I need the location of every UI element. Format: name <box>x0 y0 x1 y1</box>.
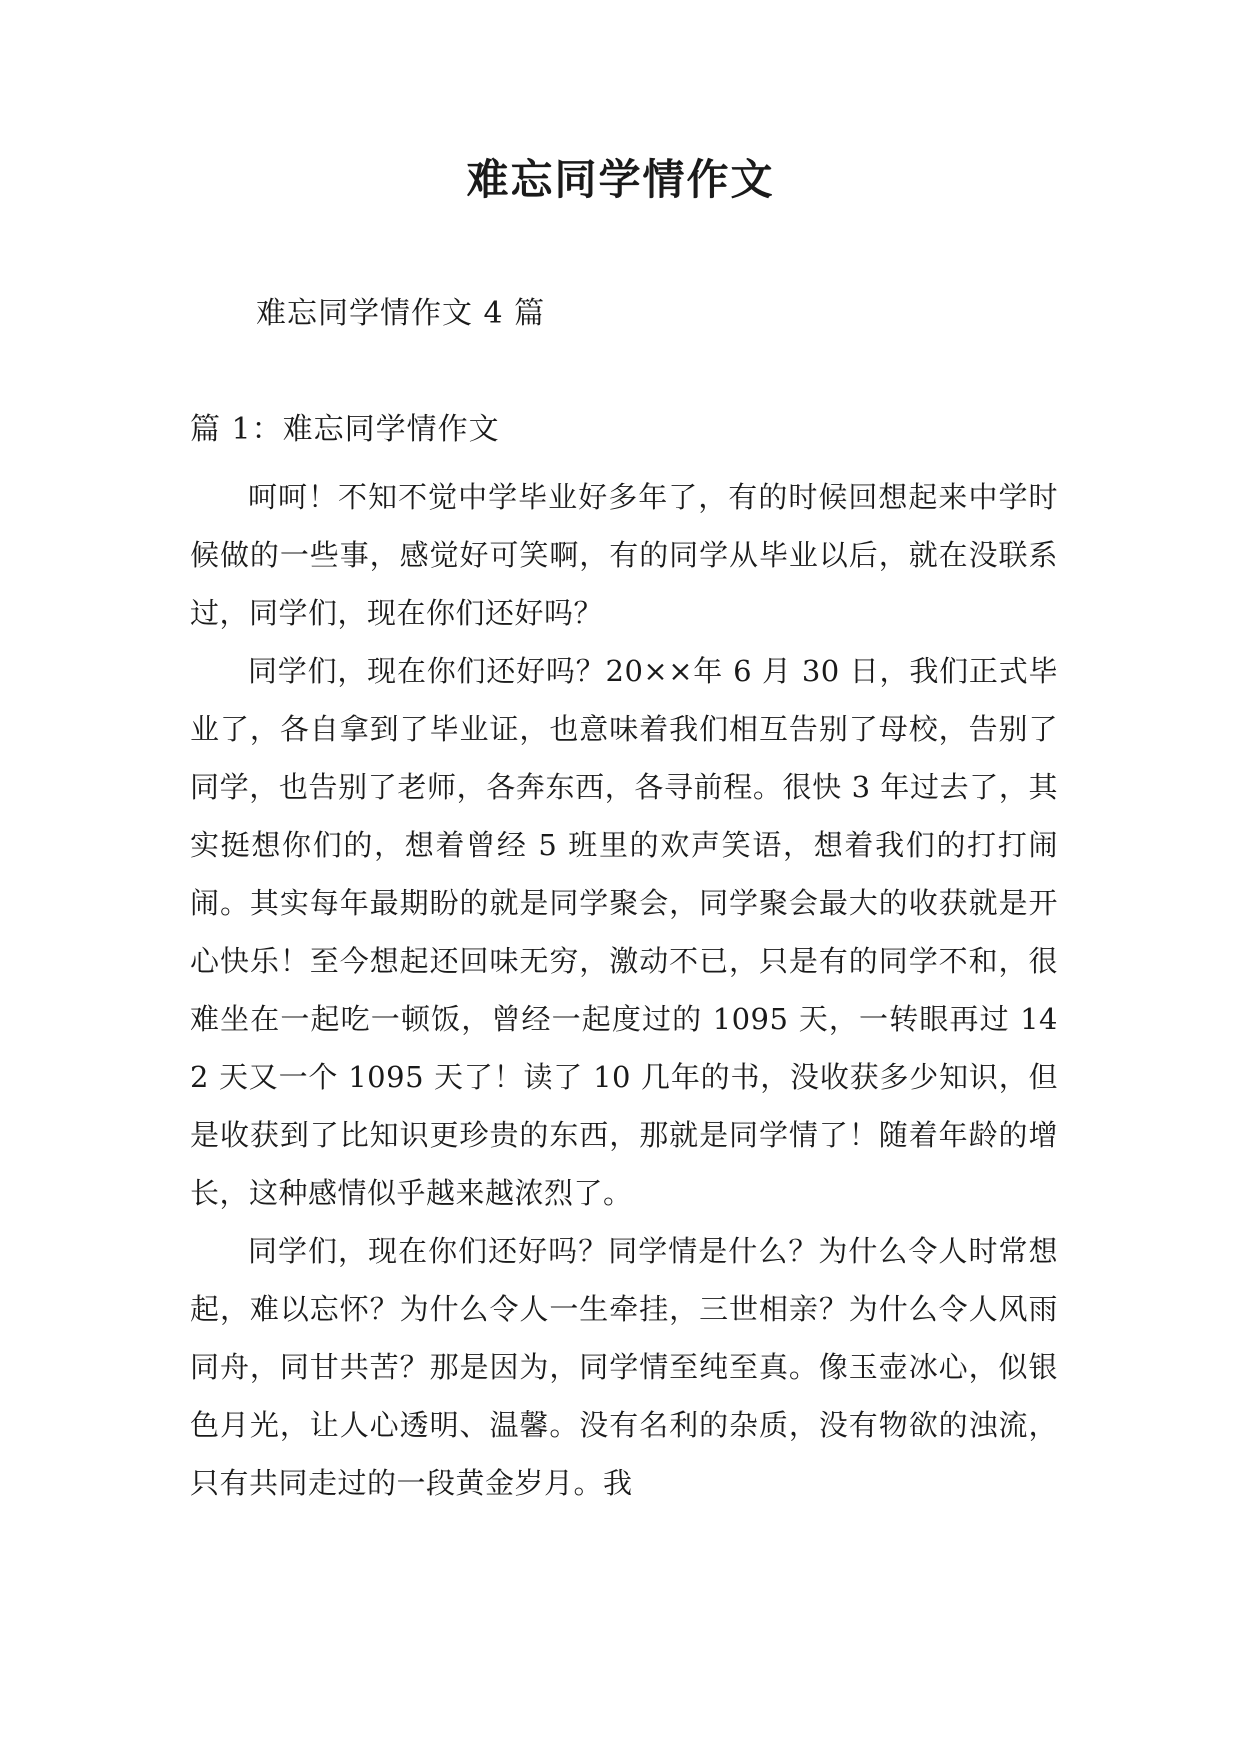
document-title: 难忘同学情作文 <box>466 155 775 204</box>
paragraph-2: 同学们，现在你们还好吗？20××年 6 月 30 日，我们正式毕业了，各自拿到了毕业证，也意味着我们相互告别了母校，告别了同学，也告别了老师，各奔东西，各寻前程。很快 3 年过去了，其实挺想你们的，想着曾经 5 班里的欢声笑语，想着我们的打打闹闹。其实每年最期盼的就是同学聚会，同学聚会最大的收获就是开心快乐！至今想起还回味无穷，激动不已，只是有的同学不和，很难坐在一起吃一顿饭，曾经一起度过的 1095 天，一转眼再过 142 天又一个 1095 天了！读了 10 几年的书，没收获多少知识，但是收获到了比知识更珍贵的东西，那就是同学情了！随着年龄的增长，这种感情似乎越来越浓烈了。 <box>190 654 1058 1210</box>
paragraph-1: 呵呵！不知不觉中学毕业好多年了，有的时候回想起来中学时候做的一些事，感觉好可笑啊，有的同学从毕业以后，就在没联系过，同学们，现在你们还好吗？ <box>190 480 1058 630</box>
document-subtitle: 难忘同学情作文 4 篇 <box>256 296 546 331</box>
body-text <box>190 468 1058 1512</box>
section-heading: 篇 1：难忘同学情作文 <box>190 412 500 447</box>
paragraph-3: 同学们，现在你们还好吗？同学情是什么？为什么令人时常想起，难以忘怀？为什么令人一生牵挂，三世相亲？为什么令人风雨同舟，同甘共苦？那是因为，同学情至纯至真。像玉壶冰心，似银色月光，让人心透明、温馨。没有名利的杂质，没有物欲的浊流，只有共同走过的一段黄金岁月。我 <box>190 1234 1058 1500</box>
